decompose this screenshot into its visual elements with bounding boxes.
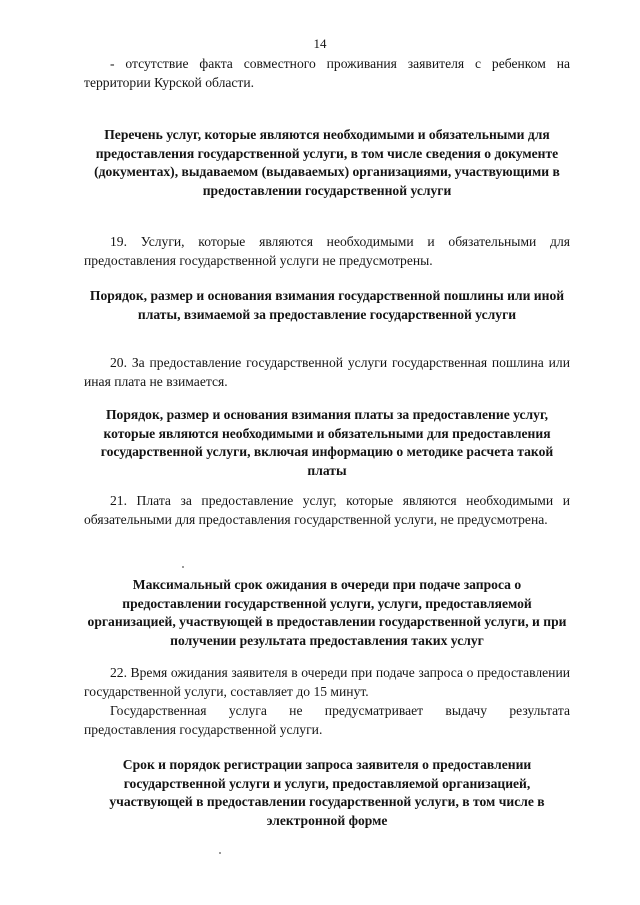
paragraph-no-cohabitation: - отсутствие факта совместного проживания заявителя с ребенком на территории Курской области. [84,56,570,90]
scan-speck [219,852,221,854]
heading-required-services: Перечень услуг, которые являются необходимыми и обязательными для предоставления государственной услуги, в том числе сведения о документе (документах), выдаваемом (выдаваемых) организациями, участвующими в предоставлении государственной услуги [94,127,560,198]
paragraph-20: 20. За предоставление государственной услуги государственная пошлина или иная плата не взимается. [84,355,570,389]
paragraph-21: 21. Плата за предоставление услуг, которые являются необходимыми и обязательными для предоставления государственной услуги, не предусмотрена. [84,493,570,527]
paragraph-22-continued: Государственная услуга не предусматривает выдачу результата предоставления государственной услуги. [84,703,570,737]
paragraph-19: 19. Услуги, которые являются необходимыми и обязательными для предоставления государственной услуги не предусмотрены. [84,234,570,268]
heading-queue-waiting-time: Максимальный срок ожидания в очереди при подаче запроса о предоставлении государственной услуги, услуги, предоставляемой организацией, участвующей в предоставлении государственной услуги, и при получении результата предоставления таких услуг [87,577,567,648]
heading-state-fee: Порядок, размер и основания взимания государственной пошлины или иной платы, взимаемой за предоставление государственной услуги [89,288,565,322]
heading-request-registration: Срок и порядок регистрации запроса заявителя о предоставлении государственной услуги и услуги, предоставляемой организацией, участвующей в предоставлении государственной услуги, в том числе в электронной форме [109,757,545,828]
heading-fee-for-services: Порядок, размер и основания взимания платы за предоставление услуг, которые являются необходимыми и обязательными для предоставления государственной услуги, включая информацию о методике расчета такой платы [100,407,554,478]
paragraph-22: 22. Время ожидания заявителя в очереди при подаче запроса о предоставлении государственной услуги, составляет до 15 минут. [84,665,570,699]
page-number: 14 [313,36,327,51]
scan-speck [182,566,184,568]
